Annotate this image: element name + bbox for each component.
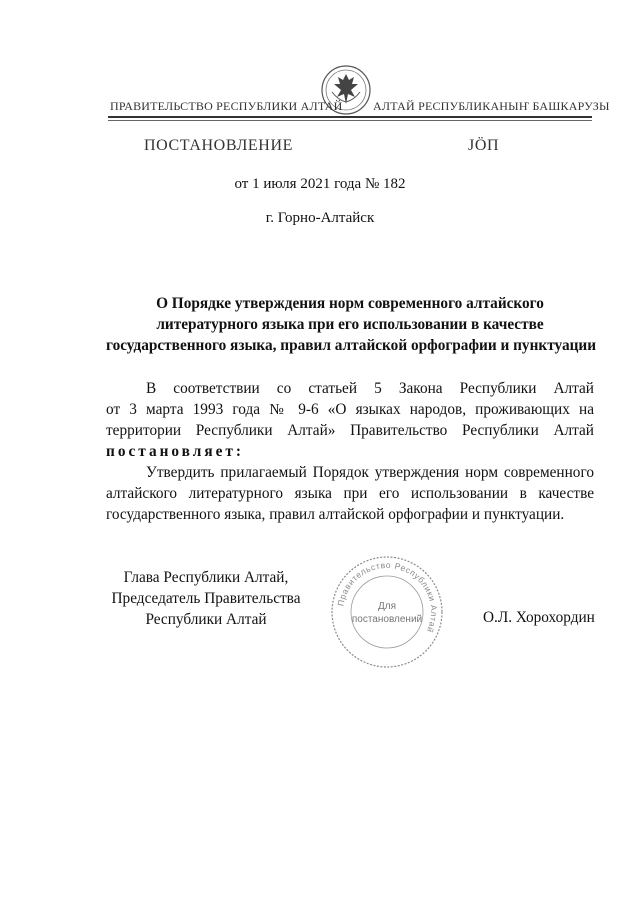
operative-paragraph <box>106 462 594 525</box>
document-date-number: от 1 июля 2021 года № 182 <box>234 176 406 192</box>
paragraph-line: Утвердить прилагаемый Порядок утверждения норм современного <box>146 464 594 481</box>
preamble-paragraph <box>106 378 594 462</box>
signatory-name: О.Л. Хорохордин <box>483 609 595 626</box>
paragraph-line: государственного языка, правил алтайской орфографии и пунктуации. <box>106 506 565 523</box>
title-line: О Порядке утверждения норм современного алтайского <box>156 295 544 312</box>
position-line: Республики Алтай <box>145 611 267 628</box>
stamp-ring-text: Правительство Республики Алтай <box>335 559 440 635</box>
header-rule-thin <box>108 120 592 121</box>
stamp-center-line: постановлений <box>351 614 423 625</box>
paragraph-line: алтайского литературного языка при его использовании в качестве <box>106 485 594 502</box>
title-line: литературного языка при его использовании в качестве <box>156 316 544 333</box>
paragraph-line: от 3 марта 1993 года № 9-6 «О языках народов, проживающих на <box>106 401 594 418</box>
document-title <box>106 293 597 356</box>
doc-type-altai: ЈӦП <box>468 137 500 154</box>
government-name-altai: АЛТАЙ РЕСПУБЛИКАНЫҤ БАШКАРУЗЫ <box>373 99 610 113</box>
doc-type-russian: ПОСТАНОВЛЕНИЕ <box>144 137 293 154</box>
header-rule <box>108 116 592 118</box>
position-line: Председатель Правительства <box>111 590 301 607</box>
stamp-center-text <box>330 600 444 626</box>
stamp-center-line: Для <box>377 601 397 612</box>
signatory-position <box>106 567 306 630</box>
title-line: государственного языка, правил алтайской орфографии и пунктуации <box>106 337 597 354</box>
government-name-russian: ПРАВИТЕЛЬСТВО РЕСПУБЛИКИ АЛТАЙ <box>110 99 343 113</box>
document-city: г. Горно-Алтайск <box>265 210 375 226</box>
resolution-keyword: постановляет: <box>106 443 244 460</box>
position-line: Глава Республики Алтай, <box>123 569 289 586</box>
paragraph-line: территории Республики Алтай» Правительство Республики Алтай <box>106 422 594 439</box>
paragraph-line: В соответствии со статьей 5 Закона Республики Алтай <box>146 380 594 397</box>
